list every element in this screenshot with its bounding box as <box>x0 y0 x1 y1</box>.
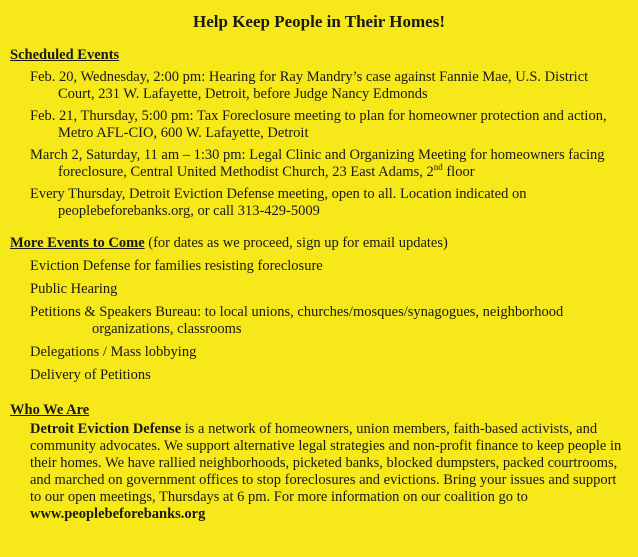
event-item: Every Thursday, Detroit Eviction Defense meeting, open to all. Location indicated on peoplebeforebanks.org, or call 313-429-5009 <box>30 186 527 219</box>
event-text: March 2, Saturday, 11 am – 1:30 pm: Legal Clinic and Organizing Meeting for homeowners facing foreclosure, Central United Methodist Church, 23 East Adams, 2 <box>30 147 605 180</box>
flyer-title: Help Keep People in Their Homes! <box>193 12 445 31</box>
more-events-note: (for dates as we proceed, sign up for email updates) <box>144 235 448 251</box>
ordinal-suffix: nd <box>433 162 443 173</box>
organization-name: Detroit Eviction Defense <box>30 421 182 437</box>
about-paragraph <box>30 421 628 523</box>
event-tail: floor <box>442 164 475 180</box>
list-item: Petitions & Speakers Bureau: to local unions, churches/mosques/synagogues, neighborhood organizations, classrooms <box>30 304 564 337</box>
more-events-section <box>10 234 628 384</box>
who-we-are-section <box>10 401 628 523</box>
scheduled-events-heading: Scheduled Events <box>10 47 120 63</box>
event-item: Feb. 20, Wednesday, 2:00 pm: Hearing for Ray Mandry’s case against Fannie Mae, U.S. District Court, 231 W. Lafayette, Detroit, before Judge Nancy Edmonds <box>30 69 589 102</box>
more-events-heading-row <box>10 234 628 252</box>
list-item: Delegations / Mass lobbying <box>30 344 197 360</box>
about-body: is a network of homeowners, union members, faith-based activists, and community advocates. We support alternative legal strategies and non-profit finance to keep people in their homes. We have rallied neighborhoods, picketed banks, blocked dumpsters, packed courtrooms, and marched on government offices to stop foreclosures and evictions. Bring your issues and support to our open meetings, Thursdays at 6 pm. For more information on our coalition go to <box>30 421 622 505</box>
event-item: Feb. 21, Thursday, 5:00 pm: Tax Foreclosure meeting to plan for homeowner protection and action, Metro AFL-CIO, 600 W. Lafayette, Detroit <box>30 108 607 141</box>
list-item: Eviction Defense for families resisting foreclosure <box>30 258 323 274</box>
website-text: www.peoplebeforebanks.org <box>30 506 206 522</box>
more-events-heading: More Events to Come <box>10 235 145 251</box>
scheduled-events-section <box>10 46 628 220</box>
list-item: Delivery of Petitions <box>30 367 151 383</box>
list-item: Public Hearing <box>30 281 118 297</box>
who-we-are-heading: Who We Are <box>10 402 90 418</box>
event-item <box>30 147 628 181</box>
